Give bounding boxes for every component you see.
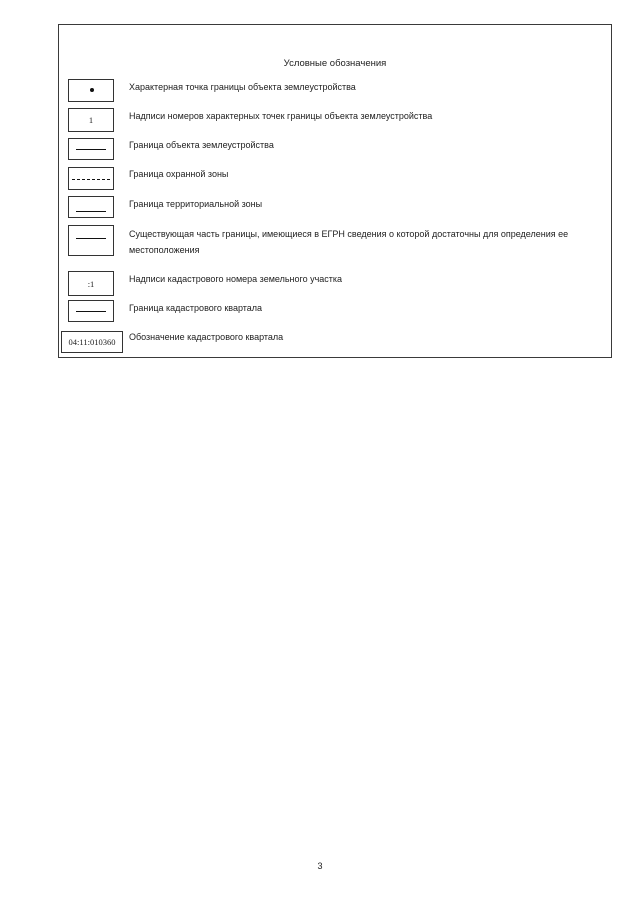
legend-symbol-object-boundary [68,138,114,160]
dashed-line-icon [72,179,110,180]
solid-line-icon [76,149,106,150]
legend-label-object-boundary: Граница объекта землеустройства [129,140,274,150]
legend-symbol-point [68,79,114,102]
legend-label-quarter-number: Обозначение кадастрового квартала [129,332,284,342]
legend-symbol-point-number [68,108,114,132]
legend-label-quarter-boundary: Граница кадастрового квартала [129,303,263,313]
legend-label-point: Характерная точка границы объекта землеустройства [129,82,356,92]
legend-symbol-quarter-number [61,331,123,353]
page-number: 3 [317,861,323,871]
solid-line-icon [76,211,106,212]
parcel-number-sample: :1 [87,278,95,289]
legend-symbol-protected-zone [68,167,114,190]
dot-marker-icon [90,88,94,92]
quarter-number-sample: 04:11:010360 [68,337,116,347]
legend-symbol-existing-boundary [68,225,114,256]
legend-label-territorial-zone: Граница территориальной зоны [129,199,263,209]
solid-line-icon [76,311,106,312]
legend-symbol-quarter-boundary [68,300,114,322]
legend-label-point-number: Надписи номеров характерных точек границы объекта землеустройства [129,111,433,121]
legend-label-protected-zone: Граница охранной зоны [129,169,229,179]
legend-title: Условные обозначения [283,58,387,69]
legend-label-parcel-number: Надписи кадастрового номера земельного участка [129,274,343,284]
point-number-sample: 1 [88,115,94,125]
legend-symbol-territorial-zone [68,196,114,218]
legend-label-existing-boundary: Существующая часть границы, имеющиеся в ЕГРН сведения о которой достаточны для определения ее местоположения [129,229,569,255]
solid-line-icon [76,238,106,239]
legend-symbol-parcel-number [68,271,114,296]
